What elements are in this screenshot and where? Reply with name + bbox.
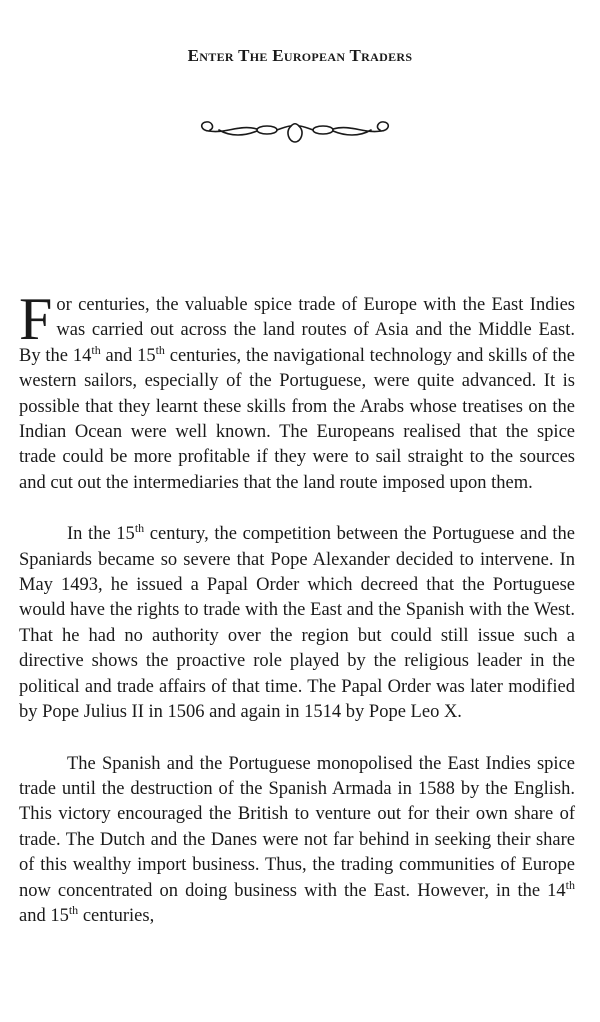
paragraph-2-text-a: In the 15 xyxy=(67,524,135,545)
paragraph-2-text-b: century, the competition between the Portuguese and the Spaniards became so severe that Pope Alexander decided to intervene. In May 1493, he issued a Papal Order which decreed that the Portuguese would have the rights to trade with the East and the Spanish with the West. That he had no authority over the region but could still issue such a directive shows the proactive role played by the religious leader in the political and trade affairs of that time. The Papal Order was later modified by Pope Julius II in 1506 and again in 1514 by Pope Leo X. xyxy=(19,524,575,723)
paragraph-1-text-a: or centuries, the valuable spice trade of Europe with the East Indies was carried out across the land routes of Asia and the Middle East. By the 14 xyxy=(19,295,575,366)
paragraph-1 xyxy=(19,286,575,496)
paragraph-3-text-b: and 15 xyxy=(19,905,69,926)
ordinal-suffix: th xyxy=(565,877,575,892)
drop-cap: F xyxy=(19,286,53,352)
body-text xyxy=(19,286,575,955)
flourish-divider-icon xyxy=(195,116,395,146)
ordinal-suffix: th xyxy=(155,342,165,357)
paragraph-3-text-a: The Spanish and the Portuguese monopolised the East Indies spice trade until the destruction of the Spanish Armada in 1588 by the English. This victory encouraged the British to venture out for their own share of trade. The Dutch and the Danes were not far behind in seeking their share of this wealthy import business. Thus, the trading communities of Europe now concentrated on doing business with the East. However, in the 14 xyxy=(19,753,575,901)
paragraph-3-text-c: centuries, xyxy=(78,905,155,926)
ordinal-suffix: th xyxy=(91,342,101,357)
paragraph-3 xyxy=(19,752,575,930)
paragraph-1-text-b: and 15 xyxy=(100,345,156,366)
chapter-title: Enter The European Traders xyxy=(187,46,413,65)
paragraph-2 xyxy=(19,522,575,725)
paragraph-1-text-c: centuries, the navigational technology and skills of the western sailors, especially of the Portuguese, were quite advanced. It is possible that they learnt these skills from the Arabs whose treatises on the Indian Ocean were well known. The Europeans realised that the spice trade could be more profitable if they were to sail straight to the sources and cut out the intermediaries that the land route imposed upon them. xyxy=(19,345,575,493)
ordinal-suffix: th xyxy=(68,902,79,917)
ordinal-suffix: th xyxy=(134,521,145,536)
